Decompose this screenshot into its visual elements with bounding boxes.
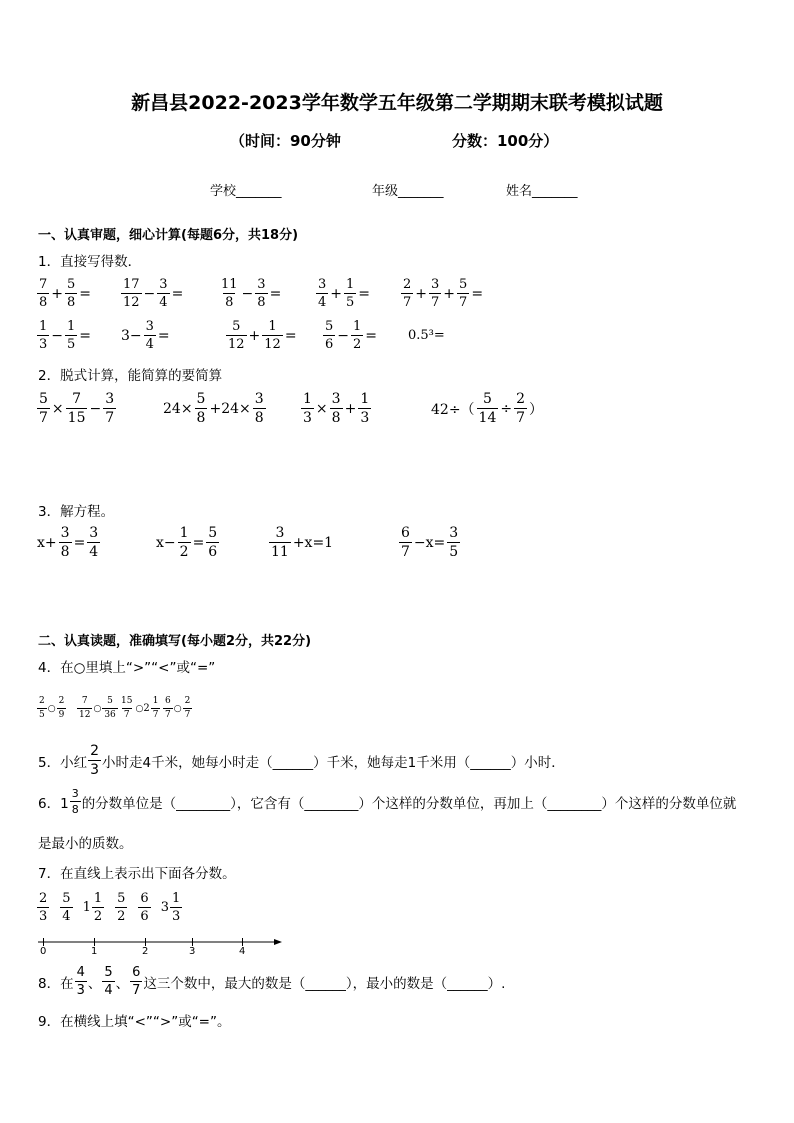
q1-r2-e5: 0.5³=: [408, 328, 445, 343]
q7-fractions: 2 3 5 4 1 1 2 5 2 6 6 3 1 3: [39, 891, 181, 924]
compare-circle[interactable]: ○: [135, 703, 144, 714]
compare-circle[interactable]: ○: [93, 703, 102, 714]
q2-e3: $\frac{1}{3}$ × $\frac{3}{8}$ + $\frac{1}{3}$: [303, 391, 370, 426]
q1-r1-e1: 7 8 + $\frac{5}{8}$ =: [39, 277, 92, 310]
tick-3: [192, 938, 193, 946]
exam-time: （时间：90分钟: [230, 132, 341, 150]
number-line[interactable]: [38, 934, 288, 958]
q1-r2-e2: 3− $\frac{3}{4}$ =: [121, 319, 170, 352]
q1-r1-e2: 17 12 − $\frac{3}{4}$ =: [123, 277, 184, 310]
grade-field[interactable]: 年级_______: [372, 184, 444, 199]
tick-2: [145, 938, 146, 946]
school-field[interactable]: 学校_______: [210, 184, 282, 199]
tick-0: [43, 938, 44, 946]
q3-label: 3．解方程。: [38, 504, 115, 520]
tick-4: [242, 938, 243, 946]
q7-label: 7．在直线上表示出下面各分数。: [38, 866, 236, 882]
q1-r2-e1: 1 3 − $\frac{1}{5}$ =: [39, 319, 92, 352]
tick-label-4: 4: [239, 946, 246, 957]
q3-e4: 6 7 −x= $\frac{3}{5}$: [401, 525, 459, 560]
number-line-axis: [38, 934, 288, 946]
q3-e1: x+ $\frac{3}{8}$ = $\frac{3}{4}$: [37, 525, 99, 560]
tick-label-3: 3: [189, 946, 196, 957]
q6: 6．1 3 8 的分数单位是（________），它含有（________）个这样的分数单位，再加上（________）个这样的分数单位就: [38, 787, 737, 816]
q8: 8．在 4 3 、 5 4 、 6 7 这三个数中，最大的数是（______），最小的数是（______）.: [38, 965, 506, 998]
exam-score: 分数：100分）: [452, 132, 559, 150]
q1-r2-e4: 5 6 − $\frac{1}{2}$ =: [325, 319, 378, 352]
compare-circle[interactable]: ○: [47, 703, 56, 714]
q1-r2-e3: 5 12 + $\frac{1}{12}$ =: [228, 319, 297, 352]
q3-e2: x− $\frac{1}{2}$ = $\frac{5}{6}$: [156, 525, 218, 560]
q4-item-4: 6 7 ○ 2 7: [165, 696, 191, 720]
name-field[interactable]: 姓名_______: [506, 184, 578, 199]
compare-circle[interactable]: ○: [173, 703, 182, 714]
q3-e3: 3 11 +x=1: [271, 525, 334, 560]
tick-label-2: 2: [142, 946, 149, 957]
q1-r1-e3: 11 8 − $\frac{3}{8}$ =: [221, 277, 282, 310]
q2-e2: 24× $\frac{5}{8}$ +24× $\frac{3}{8}$: [163, 391, 264, 426]
q5: 5．小红 2 3 小时走4千米，她每小时走（______）千米，她每走1千米用（______）小时．: [38, 743, 565, 778]
q1-label: 1．直接写得数．: [38, 254, 142, 270]
q1-r1-e4: 3 4 + $\frac{1}{5}$ =: [318, 277, 371, 310]
q2-e1: $\frac{5}{7}$ × $\frac{7}{15}$ − $\frac{3}{7}$: [39, 391, 115, 426]
tick-label-0: 0: [40, 946, 47, 957]
page-title: 新昌县2022-2023学年数学五年级第二学期期末联考模拟试题: [131, 92, 663, 114]
q4-item-1: 2 5 ○ 2 9: [39, 696, 65, 720]
q9-label: 9．在横线上填“<”“>”或“=”。: [38, 1014, 231, 1030]
q6-line2: 是最小的质数。: [38, 836, 133, 852]
section-1-heading: 一、认真审题，细心计算(每题6分，共18分): [38, 228, 299, 243]
q2-label: 2．脱式计算，能简算的要简算: [38, 368, 223, 384]
q4-label: 4．在○里填上“>”“<”或“=”: [38, 660, 216, 676]
q1-r1-e5: 2 7 + $\frac{3}{7}$ + $\frac{5}{7}$ =: [403, 277, 484, 310]
tick-1: [94, 938, 95, 946]
tick-label-1: 1: [91, 946, 98, 957]
q2-e4: 42÷（ $\frac{5}{14}$ ÷ $\frac{2}{7}$ ）: [431, 391, 544, 426]
q4-item-2: 7 12 ○ 5 36: [79, 696, 116, 720]
q4-item-3: 15 7 ○ 2 1 7: [121, 696, 159, 720]
section-2-heading: 二、认真读题，准确填写(每小题2分，共22分): [38, 634, 312, 649]
